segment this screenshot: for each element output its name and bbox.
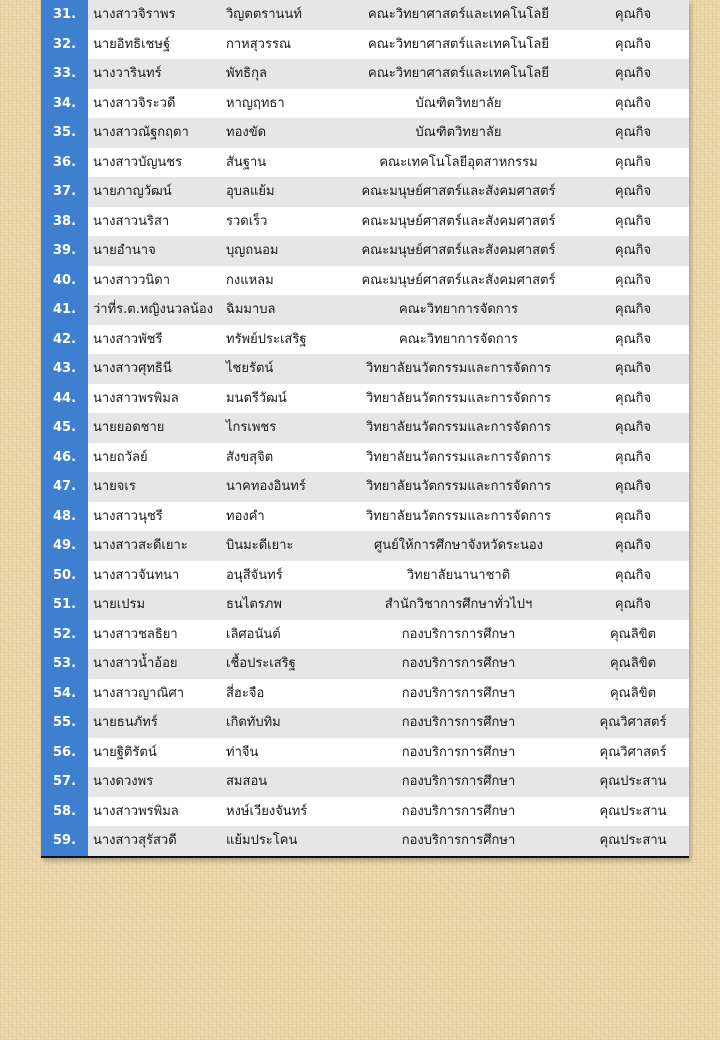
first-name-cell: นางสาวจิราพร [88,0,222,30]
table-row [41,590,689,620]
department-cell: กองบริการการศึกษา [340,767,577,797]
first-name-cell: นางสาวสะดีเยาะ [88,531,222,561]
table-row [41,384,689,414]
table-row [41,325,689,355]
role-cell: คุณกิจ [577,561,689,591]
last-name-cell: แย้มประโคน [222,826,340,856]
row-number: 53. [41,649,88,679]
first-name-cell: นางสาวพัชรี [88,325,222,355]
last-name-cell: กาหสุวรรณ [222,30,340,60]
first-name-cell: นางสาวนริสา [88,207,222,237]
role-cell: คุณกิจ [577,590,689,620]
first-name-cell: นางสาวจิระวดี [88,89,222,119]
table-row [41,413,689,443]
department-cell: วิทยาลัยนานาชาติ [340,561,577,591]
first-name-cell: นางสาวจันทนา [88,561,222,591]
row-number: 49. [41,531,88,561]
department-cell: คณะวิทยาศาสตร์และเทคโนโลยี [340,30,577,60]
table-row [41,738,689,768]
last-name-cell: ทองคำ [222,502,340,532]
role-cell: คุณกิจ [577,384,689,414]
department-cell: คณะวิทยาการจัดการ [340,295,577,325]
row-number: 31. [41,0,88,30]
first-name-cell: นางสาวพรพิมล [88,384,222,414]
row-number: 54. [41,679,88,709]
last-name-cell: กงแหลม [222,266,340,296]
role-cell: คุณลิขิต [577,679,689,709]
table-row [41,826,689,856]
last-name-cell: ท่าจีน [222,738,340,768]
department-cell: คณะมนุษย์ศาสตร์และสังคมศาสตร์ [340,266,577,296]
table-row [41,502,689,532]
first-name-cell: นางสาวญาณิศา [88,679,222,709]
role-cell: คุณกิจ [577,354,689,384]
role-cell: คุณกิจ [577,89,689,119]
role-cell: คุณกิจ [577,207,689,237]
last-name-cell: บินมะดีเยาะ [222,531,340,561]
role-cell: คุณกิจ [577,118,689,148]
role-cell: คุณประสาน [577,767,689,797]
table-row [41,118,689,148]
role-cell: คุณประสาน [577,797,689,827]
table-row [41,30,689,60]
department-cell: กองบริการการศึกษา [340,679,577,709]
last-name-cell: ธนไตรภพ [222,590,340,620]
table-row [41,177,689,207]
department-cell: กองบริการการศึกษา [340,649,577,679]
table-body [41,0,689,856]
last-name-cell: เลิศอนันต์ [222,620,340,650]
department-cell: กองบริการการศึกษา [340,620,577,650]
last-name-cell: สันฐาน [222,148,340,178]
last-name-cell: ฉิมมาบล [222,295,340,325]
first-name-cell: นางสาวน้ำอ้อย [88,649,222,679]
first-name-cell: นางสาวพรพิมล [88,797,222,827]
table-row [41,266,689,296]
role-cell: คุณกิจ [577,443,689,473]
last-name-cell: หาญฤทธา [222,89,340,119]
last-name-cell: อุบลแย้ม [222,177,340,207]
role-cell: คุณกิจ [577,177,689,207]
table-row [41,59,689,89]
first-name-cell: นายเปรม [88,590,222,620]
last-name-cell: มนตรีวัฒน์ [222,384,340,414]
members-table [41,0,689,858]
first-name-cell: นายถวัลย์ [88,443,222,473]
table-row [41,236,689,266]
first-name-cell: นางสาวนุชรี [88,502,222,532]
last-name-cell: ทองขัด [222,118,340,148]
department-cell: คณะมนุษย์ศาสตร์และสังคมศาสตร์ [340,236,577,266]
role-cell: คุณกิจ [577,0,689,30]
row-number: 39. [41,236,88,266]
first-name-cell: นายอำนาจ [88,236,222,266]
department-cell: คณะมนุษย์ศาสตร์และสังคมศาสตร์ [340,207,577,237]
first-name-cell: นายอิทธิเชษฐ์ [88,30,222,60]
first-name-cell: นางสาววนิดา [88,266,222,296]
role-cell: คุณกิจ [577,325,689,355]
last-name-cell: สี่ฮะจือ [222,679,340,709]
role-cell: คุณวิศาสตร์ [577,738,689,768]
row-number: 50. [41,561,88,591]
department-cell: คณะวิทยาศาสตร์และเทคโนโลยี [340,0,577,30]
department-cell: ศูนย์ให้การศึกษาจังหวัดระนอง [340,531,577,561]
row-number: 59. [41,826,88,856]
row-number: 42. [41,325,88,355]
table-row [41,620,689,650]
row-number: 37. [41,177,88,207]
department-cell: กองบริการการศึกษา [340,738,577,768]
last-name-cell: พัทธิกุล [222,59,340,89]
first-name-cell: นายภาญวัฒน์ [88,177,222,207]
row-number: 46. [41,443,88,473]
role-cell: คุณกิจ [577,531,689,561]
first-name-cell: นางสาวบัญนชร [88,148,222,178]
department-cell: คณะวิทยาศาสตร์และเทคโนโลยี [340,59,577,89]
table-row [41,561,689,591]
row-number: 33. [41,59,88,89]
table-row [41,89,689,119]
department-cell: บัณฑิตวิทยาลัย [340,89,577,119]
row-number: 45. [41,413,88,443]
last-name-cell: สังขสุจิต [222,443,340,473]
department-cell: กองบริการการศึกษา [340,797,577,827]
first-name-cell: นางสาวณัฐกฤตา [88,118,222,148]
row-number: 56. [41,738,88,768]
role-cell: คุณกิจ [577,236,689,266]
row-number: 38. [41,207,88,237]
table-row [41,767,689,797]
row-number: 52. [41,620,88,650]
row-number: 51. [41,590,88,620]
row-number: 48. [41,502,88,532]
table-row [41,472,689,502]
first-name-cell: นายธนภัทร์ [88,708,222,738]
last-name-cell: บุญถนอม [222,236,340,266]
row-number: 57. [41,767,88,797]
table-row [41,0,689,30]
row-number: 47. [41,472,88,502]
last-name-cell: วิญตตรานนท์ [222,0,340,30]
first-name-cell: นางสาวศุทธินี [88,354,222,384]
first-name-cell: นายจเร [88,472,222,502]
department-cell: วิทยาลัยนวัตกรรมและการจัดการ [340,443,577,473]
row-number: 36. [41,148,88,178]
row-number: 55. [41,708,88,738]
role-cell: คุณกิจ [577,472,689,502]
first-name-cell: นางสาวสุรัสวดี [88,826,222,856]
first-name-cell: นายฐิติรัตน์ [88,738,222,768]
last-name-cell: ไกรเพชร [222,413,340,443]
last-name-cell: นาคทองอินทร์ [222,472,340,502]
row-number: 58. [41,797,88,827]
table-row [41,295,689,325]
last-name-cell: ทรัพย์ประเสริฐ [222,325,340,355]
role-cell: คุณลิขิต [577,649,689,679]
department-cell: กองบริการการศึกษา [340,708,577,738]
row-number: 34. [41,89,88,119]
department-cell: วิทยาลัยนวัตกรรมและการจัดการ [340,384,577,414]
row-number: 44. [41,384,88,414]
role-cell: คุณวิศาสตร์ [577,708,689,738]
first-name-cell: นางสาวชลธิยา [88,620,222,650]
department-cell: คณะเทคโนโลยีอุตสาหกรรม [340,148,577,178]
department-cell: สำนักวิชาการศึกษาทั่วไปฯ [340,590,577,620]
role-cell: คุณกิจ [577,502,689,532]
role-cell: คุณกิจ [577,148,689,178]
first-name-cell: ว่าที่ร.ต.หญิงนวลน้อง [88,295,222,325]
row-number: 41. [41,295,88,325]
table-row [41,148,689,178]
row-number: 40. [41,266,88,296]
role-cell: คุณประสาน [577,826,689,856]
row-number: 32. [41,30,88,60]
last-name-cell: หงษ์เวียงจันทร์ [222,797,340,827]
department-cell: วิทยาลัยนวัตกรรมและการจัดการ [340,354,577,384]
row-number: 35. [41,118,88,148]
last-name-cell: เชื้อประเสริฐ [222,649,340,679]
last-name-cell: สมสอน [222,767,340,797]
role-cell: คุณกิจ [577,413,689,443]
department-cell: วิทยาลัยนวัตกรรมและการจัดการ [340,472,577,502]
department-cell: วิทยาลัยนวัตกรรมและการจัดการ [340,413,577,443]
first-name-cell: นางวารินทร์ [88,59,222,89]
table-row [41,531,689,561]
last-name-cell: เกิดทับทิม [222,708,340,738]
table-row [41,207,689,237]
table-row [41,679,689,709]
department-cell: คณะวิทยาการจัดการ [340,325,577,355]
department-cell: วิทยาลัยนวัตกรรมและการจัดการ [340,502,577,532]
role-cell: คุณกิจ [577,295,689,325]
last-name-cell: ไชยรัตน์ [222,354,340,384]
table-row [41,354,689,384]
first-name-cell: นางดวงพร [88,767,222,797]
table-row [41,649,689,679]
table-row [41,443,689,473]
last-name-cell: อนุสีจันทร์ [222,561,340,591]
table-row [41,797,689,827]
row-number: 43. [41,354,88,384]
last-name-cell: รวดเร็ว [222,207,340,237]
first-name-cell: นายยอดชาย [88,413,222,443]
role-cell: คุณกิจ [577,59,689,89]
department-cell: บัณฑิตวิทยาลัย [340,118,577,148]
role-cell: คุณลิขิต [577,620,689,650]
table-row [41,708,689,738]
department-cell: กองบริการการศึกษา [340,826,577,856]
department-cell: คณะมนุษย์ศาสตร์และสังคมศาสตร์ [340,177,577,207]
role-cell: คุณกิจ [577,30,689,60]
role-cell: คุณกิจ [577,266,689,296]
